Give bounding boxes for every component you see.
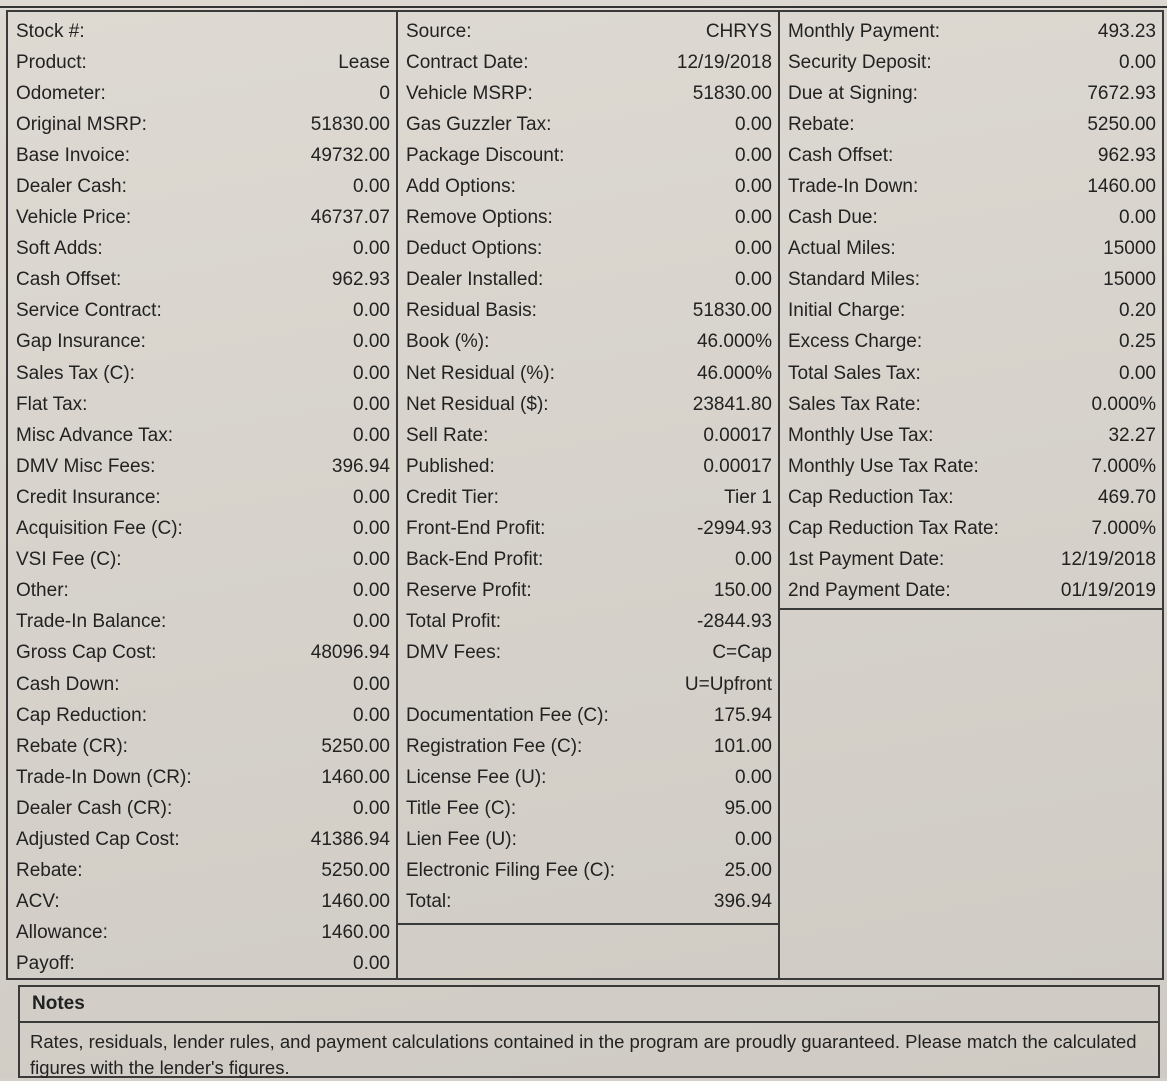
field-label: DMV Fees: bbox=[406, 642, 502, 664]
field-value: 5250.00 bbox=[1087, 113, 1156, 135]
field-label: Cash Offset: bbox=[788, 144, 894, 166]
field-row-net-residual bbox=[398, 358, 778, 389]
field-row-security-deposit bbox=[780, 47, 1162, 78]
field-label: Monthly Use Tax: bbox=[788, 424, 934, 446]
field-value: 7672.93 bbox=[1087, 82, 1156, 104]
field-value: -2844.93 bbox=[696, 611, 772, 633]
field-label: Remove Options: bbox=[406, 207, 553, 229]
field-value: 23841.80 bbox=[692, 393, 772, 415]
field-value: 41386.94 bbox=[310, 828, 390, 850]
field-row-dmv-misc-fees bbox=[8, 451, 396, 482]
field-row-registration-fee-c bbox=[398, 731, 778, 762]
field-value: 962.93 bbox=[331, 269, 390, 291]
field-label: Payoff: bbox=[16, 953, 75, 975]
field-value: 0 bbox=[379, 82, 390, 104]
field-value: 0.20 bbox=[1119, 300, 1156, 322]
field-row-residual-basis bbox=[398, 296, 778, 327]
field-row-cap-reduction-tax bbox=[780, 482, 1162, 513]
field-row-acquisition-fee-c bbox=[8, 514, 396, 545]
field-row-base-invoice bbox=[8, 140, 396, 171]
field-value: 150.00 bbox=[713, 580, 772, 602]
field-value: 0.00017 bbox=[703, 455, 772, 477]
payment-column bbox=[778, 10, 1164, 980]
notes-heading: Notes bbox=[20, 987, 1158, 1023]
field-label: Rebate (CR): bbox=[16, 735, 128, 757]
field-row-lien-fee-u bbox=[398, 824, 778, 855]
field-row-monthly-use-tax-rate bbox=[780, 451, 1162, 482]
field-label: Actual Miles: bbox=[788, 238, 896, 260]
field-label: Other: bbox=[16, 580, 69, 602]
field-row-rebate bbox=[780, 109, 1162, 140]
field-label: Cash Offset: bbox=[16, 269, 122, 291]
field-row-book bbox=[398, 327, 778, 358]
field-row-1st-payment-date bbox=[780, 545, 1162, 576]
field-label: Book (%): bbox=[406, 331, 490, 353]
field-row-contract-date bbox=[398, 47, 778, 78]
field-label: Net Residual ($): bbox=[406, 393, 549, 415]
field-value: 25.00 bbox=[724, 860, 772, 882]
field-label: DMV Misc Fees: bbox=[16, 455, 156, 477]
field-label: Sell Rate: bbox=[406, 424, 489, 446]
field-value: 493.23 bbox=[1097, 20, 1156, 42]
pricing-column bbox=[6, 10, 398, 980]
field-row-total bbox=[398, 887, 778, 918]
field-value: 0.00 bbox=[735, 113, 772, 135]
field-value: 0.00 bbox=[353, 953, 390, 975]
field-value: 0.00017 bbox=[703, 424, 772, 446]
field-label: Initial Charge: bbox=[788, 300, 906, 322]
field-label: Trade-In Down: bbox=[788, 176, 919, 198]
field-label: Product: bbox=[16, 51, 87, 73]
field-value: 0.00 bbox=[735, 269, 772, 291]
top-border-line bbox=[0, 6, 1167, 8]
field-row-rebate-cr bbox=[8, 731, 396, 762]
field-label: Dealer Cash (CR): bbox=[16, 797, 173, 819]
field-value: 5250.00 bbox=[321, 735, 390, 757]
field-label: Vehicle MSRP: bbox=[406, 82, 533, 104]
field-value: 1460.00 bbox=[321, 891, 390, 913]
field-value: 0.00 bbox=[353, 331, 390, 353]
field-row-trade-in-down-cr bbox=[8, 762, 396, 793]
field-label: Dealer Cash: bbox=[16, 176, 127, 198]
field-value: Tier 1 bbox=[724, 486, 772, 508]
field-label: Lien Fee (U): bbox=[406, 828, 517, 850]
field-value: 0.00 bbox=[1119, 51, 1156, 73]
field-value: 1460.00 bbox=[1087, 176, 1156, 198]
field-value: 0.00 bbox=[353, 393, 390, 415]
field-value: 12/19/2018 bbox=[676, 51, 772, 73]
field-label: ACV: bbox=[16, 891, 60, 913]
field-value: 1460.00 bbox=[321, 766, 390, 788]
field-value: 0.00 bbox=[353, 176, 390, 198]
field-label: Original MSRP: bbox=[16, 113, 147, 135]
field-label: Standard Miles: bbox=[788, 269, 921, 291]
field-value: 469.70 bbox=[1097, 486, 1156, 508]
field-value: 7.000% bbox=[1091, 455, 1156, 477]
field-label: Gap Insurance: bbox=[16, 331, 146, 353]
field-label: Rebate: bbox=[16, 860, 83, 882]
field-label: 1st Payment Date: bbox=[788, 549, 945, 571]
field-row-back-end-profit bbox=[398, 545, 778, 576]
field-row-sell-rate bbox=[398, 420, 778, 451]
field-row-dealer-installed bbox=[398, 265, 778, 296]
field-row-package-discount bbox=[398, 140, 778, 171]
field-value: 0.00 bbox=[735, 238, 772, 260]
field-row-cap-reduction bbox=[8, 700, 396, 731]
field-label: Documentation Fee (C): bbox=[406, 704, 609, 726]
field-value: 396.94 bbox=[331, 455, 390, 477]
field-row-service-contract bbox=[8, 296, 396, 327]
field-label: Adjusted Cap Cost: bbox=[16, 828, 180, 850]
field-row-payoff bbox=[8, 949, 396, 980]
field-label: License Fee (U): bbox=[406, 766, 547, 788]
field-label: VSI Fee (C): bbox=[16, 549, 122, 571]
field-label: Dealer Installed: bbox=[406, 269, 544, 291]
field-value: 0.00 bbox=[353, 797, 390, 819]
field-row-electronic-filing-fee-c bbox=[398, 856, 778, 887]
field-value: 7.000% bbox=[1091, 518, 1156, 540]
field-label: Add Options: bbox=[406, 176, 516, 198]
field-value: 1460.00 bbox=[321, 922, 390, 944]
field-value: 0.00 bbox=[1119, 362, 1156, 384]
field-row-dmv-fees bbox=[398, 638, 778, 669]
field-row-stock bbox=[8, 16, 396, 47]
field-row-soft-adds bbox=[8, 234, 396, 265]
field-value: 15000 bbox=[1103, 269, 1156, 291]
field-value: 0.00 bbox=[353, 424, 390, 446]
field-value: 0.00 bbox=[353, 580, 390, 602]
field-label: Sales Tax Rate: bbox=[788, 393, 921, 415]
field-row-total-sales-tax bbox=[780, 358, 1162, 389]
field-value: C=Cap bbox=[712, 642, 772, 664]
field-row-sales-tax-c bbox=[8, 358, 396, 389]
field-label: Cash Down: bbox=[16, 673, 120, 695]
field-value: -2994.93 bbox=[696, 518, 772, 540]
field-row-blank bbox=[398, 669, 778, 700]
field-label: Cap Reduction Tax Rate: bbox=[788, 518, 999, 540]
field-row-allowance bbox=[8, 918, 396, 949]
field-label: Trade-In Down (CR): bbox=[16, 766, 192, 788]
field-row-vehicle-msrp bbox=[398, 78, 778, 109]
field-label: Published: bbox=[406, 455, 495, 477]
field-row-gross-cap-cost bbox=[8, 638, 396, 669]
field-value: 51830.00 bbox=[310, 113, 390, 135]
field-row-add-options bbox=[398, 171, 778, 202]
field-row-credit-tier bbox=[398, 482, 778, 513]
field-label: Cap Reduction: bbox=[16, 704, 147, 726]
field-value: 0.00 bbox=[735, 144, 772, 166]
field-value: 0.00 bbox=[353, 673, 390, 695]
field-row-due-at-signing bbox=[780, 78, 1162, 109]
field-label: Deduct Options: bbox=[406, 238, 543, 260]
field-value: 962.93 bbox=[1097, 144, 1156, 166]
field-row-dealer-cash bbox=[8, 171, 396, 202]
field-value: 0.00 bbox=[735, 766, 772, 788]
field-row-cash-down bbox=[8, 669, 396, 700]
field-value: 0.000% bbox=[1091, 393, 1156, 415]
field-value: 95.00 bbox=[724, 797, 772, 819]
field-label: Acquisition Fee (C): bbox=[16, 518, 183, 540]
field-row-source bbox=[398, 16, 778, 47]
field-value: 0.00 bbox=[353, 611, 390, 633]
field-row-monthly-payment bbox=[780, 16, 1162, 47]
field-row-other bbox=[8, 576, 396, 607]
field-value: 0.00 bbox=[353, 704, 390, 726]
vehicle-residual-column bbox=[396, 10, 780, 980]
notes-section bbox=[18, 985, 1160, 1078]
field-value: 46737.07 bbox=[310, 207, 390, 229]
field-value: 175.94 bbox=[713, 704, 772, 726]
field-label: Misc Advance Tax: bbox=[16, 424, 174, 446]
field-row-gas-guzzler-tax bbox=[398, 109, 778, 140]
field-value: 0.00 bbox=[353, 300, 390, 322]
field-label: Title Fee (C): bbox=[406, 797, 517, 819]
field-row-deduct-options bbox=[398, 234, 778, 265]
field-value: 0.00 bbox=[353, 238, 390, 260]
field-row-net-residual bbox=[398, 389, 778, 420]
field-value: 15000 bbox=[1103, 238, 1156, 260]
field-value: 0.25 bbox=[1119, 331, 1156, 353]
field-row-cash-offset bbox=[8, 265, 396, 296]
field-label: Back-End Profit: bbox=[406, 549, 544, 571]
field-label: Base Invoice: bbox=[16, 144, 131, 166]
field-label: Due at Signing: bbox=[788, 82, 918, 104]
field-value: U=Upfront bbox=[684, 673, 772, 695]
field-value: 0.00 bbox=[735, 207, 772, 229]
field-label: Trade-In Balance: bbox=[16, 611, 167, 633]
field-label: Reserve Profit: bbox=[406, 580, 532, 602]
field-value: 0.00 bbox=[735, 176, 772, 198]
field-row-trade-in-down bbox=[780, 171, 1162, 202]
field-row-sales-tax-rate bbox=[780, 389, 1162, 420]
field-row-odometer bbox=[8, 78, 396, 109]
field-row-monthly-use-tax bbox=[780, 420, 1162, 451]
field-label: Cash Due: bbox=[788, 207, 878, 229]
field-value: 0.00 bbox=[353, 549, 390, 571]
field-value: 0.00 bbox=[353, 362, 390, 384]
field-label: Excess Charge: bbox=[788, 331, 923, 353]
field-row-excess-charge bbox=[780, 327, 1162, 358]
notes-text: Rates, residuals, lender rules, and payment calculations contained in the program are proudly guaranteed. Please match the calculated figures with the lender's figures. bbox=[30, 1031, 1137, 1078]
field-value: 51830.00 bbox=[692, 82, 772, 104]
field-value: 101.00 bbox=[713, 735, 772, 757]
field-row-actual-miles bbox=[780, 234, 1162, 265]
field-label: Residual Basis: bbox=[406, 300, 537, 322]
field-label: Sales Tax (C): bbox=[16, 362, 135, 384]
field-row-remove-options bbox=[398, 203, 778, 234]
field-row-misc-advance-tax bbox=[8, 420, 396, 451]
field-value: 0.00 bbox=[353, 486, 390, 508]
field-label: Front-End Profit: bbox=[406, 518, 546, 540]
field-label: Allowance: bbox=[16, 922, 108, 944]
field-row-trade-in-balance bbox=[8, 607, 396, 638]
field-row-initial-charge bbox=[780, 296, 1162, 327]
field-value: 0.00 bbox=[1119, 207, 1156, 229]
field-row-vehicle-price bbox=[8, 203, 396, 234]
field-row-gap-insurance bbox=[8, 327, 396, 358]
field-label: Total Sales Tax: bbox=[788, 362, 921, 384]
field-label: Credit Tier: bbox=[406, 486, 499, 508]
field-value: 46.000% bbox=[696, 331, 772, 353]
field-label: Total: bbox=[406, 891, 452, 913]
field-value: 5250.00 bbox=[321, 860, 390, 882]
field-row-original-msrp bbox=[8, 109, 396, 140]
field-value: CHRYS bbox=[705, 20, 772, 42]
field-row-product bbox=[8, 47, 396, 78]
field-row-front-end-profit bbox=[398, 514, 778, 545]
field-value: 49732.00 bbox=[310, 144, 390, 166]
field-label: Monthly Use Tax Rate: bbox=[788, 455, 979, 477]
field-row-cap-reduction-tax-rate bbox=[780, 514, 1162, 545]
field-value: 396.94 bbox=[713, 891, 772, 913]
field-value: 51830.00 bbox=[692, 300, 772, 322]
field-row-adjusted-cap-cost bbox=[8, 824, 396, 855]
field-value: 46.000% bbox=[696, 362, 772, 384]
field-row-acv bbox=[8, 887, 396, 918]
field-row-cash-offset bbox=[780, 140, 1162, 171]
field-label: Stock #: bbox=[16, 20, 85, 42]
field-label: Net Residual (%): bbox=[406, 362, 555, 384]
field-label: Odometer: bbox=[16, 82, 106, 104]
field-label: Credit Insurance: bbox=[16, 486, 161, 508]
field-label: Flat Tax: bbox=[16, 393, 88, 415]
field-label: Rebate: bbox=[788, 113, 855, 135]
field-value: 0.00 bbox=[735, 828, 772, 850]
field-row-rebate bbox=[8, 856, 396, 887]
field-value: 32.27 bbox=[1108, 424, 1156, 446]
field-row-credit-insurance bbox=[8, 482, 396, 513]
field-row-dealer-cash-cr bbox=[8, 793, 396, 824]
field-label: Vehicle Price: bbox=[16, 207, 132, 229]
field-label: Gas Guzzler Tax: bbox=[406, 113, 552, 135]
field-label: Total Profit: bbox=[406, 611, 502, 633]
field-label: Service Contract: bbox=[16, 300, 162, 322]
field-row-title-fee-c bbox=[398, 793, 778, 824]
field-value: Lease bbox=[338, 51, 390, 73]
field-label: Monthly Payment: bbox=[788, 20, 941, 42]
field-label: Cap Reduction Tax: bbox=[788, 486, 954, 508]
field-row-license-fee-u bbox=[398, 762, 778, 793]
field-label: Registration Fee (C): bbox=[406, 735, 583, 757]
field-row-cash-due bbox=[780, 203, 1162, 234]
field-label: Source: bbox=[406, 20, 472, 42]
field-value: 0.00 bbox=[735, 549, 772, 571]
field-value: 48096.94 bbox=[310, 642, 390, 664]
field-label: Electronic Filing Fee (C): bbox=[406, 860, 616, 882]
field-row-2nd-payment-date bbox=[780, 576, 1162, 607]
field-value: 12/19/2018 bbox=[1060, 549, 1156, 571]
field-row-total-profit bbox=[398, 607, 778, 638]
field-row-documentation-fee-c bbox=[398, 700, 778, 731]
field-row-vsi-fee-c bbox=[8, 545, 396, 576]
field-value: 0.00 bbox=[353, 518, 390, 540]
field-row-published bbox=[398, 451, 778, 482]
field-row-standard-miles bbox=[780, 265, 1162, 296]
field-row-flat-tax bbox=[8, 389, 396, 420]
field-value: 01/19/2019 bbox=[1060, 580, 1156, 602]
field-label: Package Discount: bbox=[406, 144, 565, 166]
field-label: 2nd Payment Date: bbox=[788, 580, 951, 602]
field-label: Security Deposit: bbox=[788, 51, 932, 73]
field-label: Contract Date: bbox=[406, 51, 529, 73]
field-label: Gross Cap Cost: bbox=[16, 642, 157, 664]
field-row-reserve-profit bbox=[398, 576, 778, 607]
field-label: Soft Adds: bbox=[16, 238, 103, 260]
